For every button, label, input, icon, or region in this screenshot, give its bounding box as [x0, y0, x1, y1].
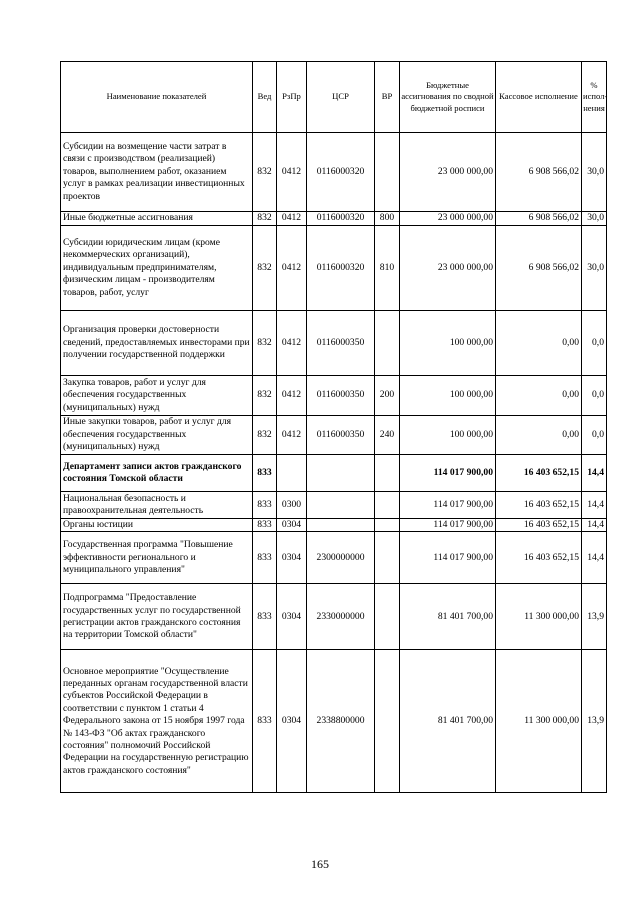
cell-cash-execution: 16 403 652,15 — [496, 492, 582, 519]
cell-rzpr — [277, 455, 307, 492]
cell-rzpr: 0304 — [277, 519, 307, 532]
cell-csr — [307, 455, 375, 492]
cell-name: Субсидии юридическим лицам (кроме некоммерческих организаций), индивидуальным предпринимателям, физическим лицам - производителям товаров, работ, услуг — [61, 226, 253, 311]
cell-vr — [375, 650, 400, 793]
table-row — [61, 584, 607, 650]
cell-csr: 0116000320 — [307, 212, 375, 226]
table-row — [61, 519, 607, 532]
table-row — [61, 416, 607, 455]
cell-vr — [375, 532, 400, 584]
cell-ved: 833 — [253, 519, 277, 532]
cell-ved: 833 — [253, 532, 277, 584]
cell-vr: 800 — [375, 212, 400, 226]
cell-assignments: 81 401 700,00 — [400, 650, 496, 793]
cell-name: Органы юстиции — [61, 519, 253, 532]
table-row — [61, 212, 607, 226]
table-row — [61, 226, 607, 311]
cell-rzpr: 0412 — [277, 376, 307, 416]
cell-name: Государственная программа "Повышение эффективности регионального и муниципального управления" — [61, 532, 253, 584]
cell-assignments: 114 017 900,00 — [400, 492, 496, 519]
table-row — [61, 455, 607, 492]
cell-csr: 0116000350 — [307, 416, 375, 455]
cell-vr: 810 — [375, 226, 400, 311]
cell-ved: 833 — [253, 650, 277, 793]
cell-assignments: 81 401 700,00 — [400, 584, 496, 650]
header-rzpr: РзПр — [277, 62, 307, 133]
cell-assignments: 100 000,00 — [400, 416, 496, 455]
cell-vr: 200 — [375, 376, 400, 416]
page-number: 165 — [311, 857, 329, 871]
cell-rzpr: 0304 — [277, 584, 307, 650]
cell-csr — [307, 519, 375, 532]
cell-ved: 832 — [253, 212, 277, 226]
cell-ved: 832 — [253, 133, 277, 212]
cell-cash-execution: 0,00 — [496, 376, 582, 416]
cell-cash-execution: 16 403 652,15 — [496, 532, 582, 584]
cell-name: Иные закупки товаров, работ и услуг для обеспечения государственных (муниципальных) нужд — [61, 416, 253, 455]
cell-rzpr: 0412 — [277, 133, 307, 212]
cell-execution-percent: 13,9 — [582, 584, 607, 650]
cell-cash-execution: 11 300 000,00 — [496, 584, 582, 650]
cell-assignments: 100 000,00 — [400, 311, 496, 376]
header-execution-percent: % испол-нения — [582, 62, 607, 133]
cell-execution-percent: 30,0 — [582, 226, 607, 311]
header-name: Наименование показателей — [61, 62, 253, 133]
table-header-row — [61, 62, 607, 133]
cell-name: Организация проверки достоверности сведений, предоставляемых инвесторами при получении государственной поддержки — [61, 311, 253, 376]
cell-ved: 832 — [253, 376, 277, 416]
header-assignments: Бюджетные ассигнования по сводной бюджетной росписи — [400, 62, 496, 133]
cell-ved: 832 — [253, 226, 277, 311]
cell-cash-execution: 0,00 — [496, 311, 582, 376]
cell-assignments: 100 000,00 — [400, 376, 496, 416]
cell-vr — [375, 133, 400, 212]
cell-rzpr: 0412 — [277, 416, 307, 455]
cell-vr — [375, 455, 400, 492]
cell-ved: 833 — [253, 492, 277, 519]
cell-name: Иные бюджетные ассигнования — [61, 212, 253, 226]
header-ved: Вед — [253, 62, 277, 133]
cell-vr — [375, 584, 400, 650]
cell-rzpr: 0300 — [277, 492, 307, 519]
cell-vr: 240 — [375, 416, 400, 455]
cell-assignments: 23 000 000,00 — [400, 212, 496, 226]
cell-execution-percent: 30,0 — [582, 133, 607, 212]
cell-vr — [375, 492, 400, 519]
cell-ved: 833 — [253, 584, 277, 650]
cell-rzpr: 0412 — [277, 212, 307, 226]
cell-assignments: 114 017 900,00 — [400, 455, 496, 492]
cell-rzpr: 0304 — [277, 532, 307, 584]
cell-name: Основное мероприятие "Осуществление переданных органам государственной власти субъектов Российской Федерации в соответствии с пунктом 1 статьи 4 Федерального закона от 15 ноября 1997 года № 143-ФЗ "Об актах гражданского состояния" полномочий Российской Федерации на государственную регистрацию актов гражданского состояния" — [61, 650, 253, 793]
cell-name: Закупка товаров, работ и услуг для обеспечения государственных (муниципальных) нужд — [61, 376, 253, 416]
cell-cash-execution: 0,00 — [496, 416, 582, 455]
cell-rzpr: 0304 — [277, 650, 307, 793]
cell-assignments: 114 017 900,00 — [400, 532, 496, 584]
cell-execution-percent: 14,4 — [582, 519, 607, 532]
table-row — [61, 311, 607, 376]
cell-name: Национальная безопасность и правоохранительная деятельность — [61, 492, 253, 519]
cell-name: Субсидии на возмещение части затрат в связи с производством (реализацией) товаров, выполнением работ, оказанием услуг в рамках реализации инвестиционных проектов — [61, 133, 253, 212]
cell-cash-execution: 6 908 566,02 — [496, 212, 582, 226]
cell-execution-percent: 0,0 — [582, 416, 607, 455]
cell-assignments: 114 017 900,00 — [400, 519, 496, 532]
cell-vr — [375, 519, 400, 532]
table-row — [61, 532, 607, 584]
cell-name: Департамент записи актов гражданского состояния Томской области — [61, 455, 253, 492]
header-vr: ВР — [375, 62, 400, 133]
cell-assignments: 23 000 000,00 — [400, 133, 496, 212]
cell-rzpr: 0412 — [277, 226, 307, 311]
cell-execution-percent: 0,0 — [582, 376, 607, 416]
cell-execution-percent: 30,0 — [582, 212, 607, 226]
cell-csr: 2330000000 — [307, 584, 375, 650]
cell-execution-percent: 13,9 — [582, 650, 607, 793]
table-row — [61, 650, 607, 793]
table-row — [61, 492, 607, 519]
cell-csr: 0116000350 — [307, 376, 375, 416]
cell-csr: 0116000350 — [307, 311, 375, 376]
header-csr: ЦСР — [307, 62, 375, 133]
cell-name: Подпрограмма "Предоставление государственных услуг по государственной регистрации актов гражданского состояния на территории Томской области" — [61, 584, 253, 650]
cell-cash-execution: 6 908 566,02 — [496, 133, 582, 212]
cell-csr: 0116000320 — [307, 226, 375, 311]
cell-execution-percent: 0,0 — [582, 311, 607, 376]
cell-csr: 2338800000 — [307, 650, 375, 793]
cell-csr — [307, 492, 375, 519]
header-cash-execution: Кассовое исполнение — [496, 62, 582, 133]
table-row — [61, 133, 607, 212]
table-row — [61, 376, 607, 416]
cell-cash-execution: 6 908 566,02 — [496, 226, 582, 311]
cell-csr: 2300000000 — [307, 532, 375, 584]
cell-execution-percent: 14,4 — [582, 532, 607, 584]
cell-execution-percent: 14,4 — [582, 455, 607, 492]
cell-ved: 833 — [253, 455, 277, 492]
cell-ved: 832 — [253, 416, 277, 455]
cell-assignments: 23 000 000,00 — [400, 226, 496, 311]
cell-csr: 0116000320 — [307, 133, 375, 212]
cell-execution-percent: 14,4 — [582, 492, 607, 519]
cell-vr — [375, 311, 400, 376]
cell-cash-execution: 11 300 000,00 — [496, 650, 582, 793]
budget-execution-table — [60, 61, 607, 793]
cell-cash-execution: 16 403 652,15 — [496, 455, 582, 492]
cell-cash-execution: 16 403 652,15 — [496, 519, 582, 532]
cell-rzpr: 0412 — [277, 311, 307, 376]
cell-ved: 832 — [253, 311, 277, 376]
